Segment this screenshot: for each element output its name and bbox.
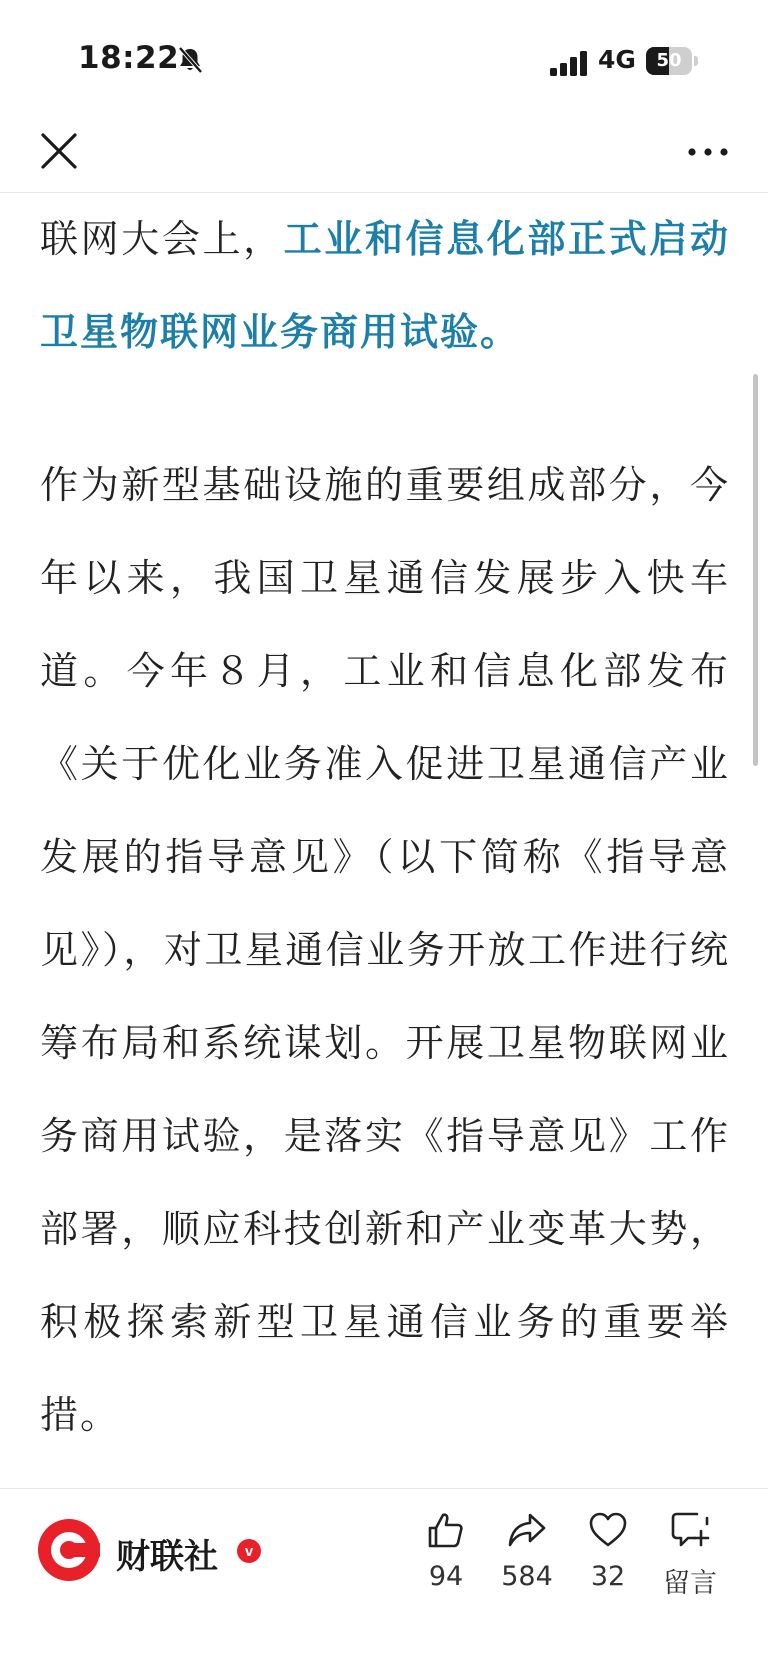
article-body: [40, 193, 730, 1483]
top-nav-bar: [0, 110, 768, 193]
comment-label: 留言: [663, 1568, 717, 1599]
more-horizontal-icon[interactable]: [686, 132, 730, 172]
thumbs-up-icon: [425, 1509, 467, 1551]
like-count: 94: [428, 1561, 464, 1592]
status-time: 18:22: [78, 40, 180, 76]
close-icon[interactable]: [36, 128, 82, 174]
comment-plus-icon: [669, 1509, 711, 1551]
network-type-label: 4G: [598, 45, 636, 74]
comment-button[interactable]: [645, 1509, 735, 1600]
favorite-count: 32: [590, 1561, 626, 1592]
cellular-signal-icon: [550, 50, 590, 76]
share-count: 584: [501, 1561, 553, 1592]
article-highlight-text: 工业和信息化部正式启动卫星物联网业务商用试验。: [40, 217, 730, 354]
heart-icon: [587, 1509, 629, 1551]
bell-slash-icon: [177, 46, 203, 74]
source-name[interactable]: 财联社: [116, 1537, 218, 1577]
status-bar: [0, 0, 768, 110]
bottom-action-bar: [0, 1488, 768, 1671]
battery-level-text: 50: [656, 50, 682, 71]
verified-badge-text: v: [244, 1543, 254, 1560]
source-logo[interactable]: [38, 1519, 100, 1581]
article-paragraph-1-text: 联网大会上，: [40, 217, 284, 261]
like-button[interactable]: [401, 1509, 491, 1592]
scrollbar-thumb[interactable]: [753, 374, 758, 766]
verified-badge-icon: [237, 1539, 261, 1563]
favorite-button[interactable]: [563, 1509, 653, 1592]
article-paragraph-2: 作为新型基础设施的重要组成部分，今年以来，我国卫星通信发展步入快车道。今年８月，工业和信息化部发布《关于优化业务准入促进卫星通信产业发展的指导意见》（以下简称《指导意见》），对卫星通信业务开放工作进行统筹布局和系统谋划。开展卫星物联网业务商用试验，是落实《指导意见》工作部署，顺应科技创新和产业变革大势，积极探索新型卫星通信业务的重要举措。: [40, 463, 730, 1437]
article-paragraph-1: [40, 193, 730, 379]
share-arrow-icon: [506, 1509, 548, 1551]
share-button[interactable]: [482, 1509, 572, 1592]
battery-icon: [646, 47, 698, 75]
